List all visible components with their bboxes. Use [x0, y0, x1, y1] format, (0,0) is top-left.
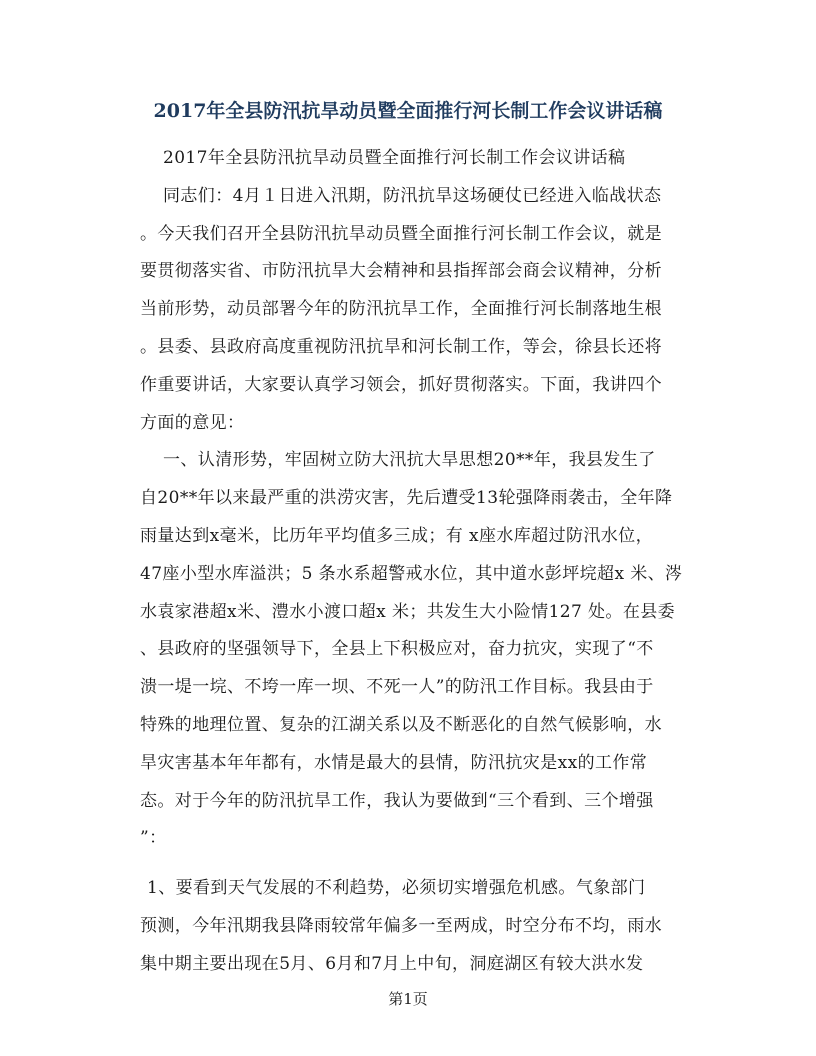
- paragraph-line: 作重要讲话，大家要认真学习领会，抓好贯彻落实。下面，我讲四个: [140, 374, 662, 395]
- subtitle-line: 2017年全县防汛抗旱动员暨全面推行河长制工作会议讲话稿: [163, 148, 626, 168]
- paragraph-line: 同志们：4月１日进入汛期，防汛抗旱这场硬仗已经进入临战状态: [163, 185, 662, 206]
- paragraph-line: 水袁家港超x米、澧水小渡口超x 米；共发生大小险情127 处。在县委: [140, 601, 676, 622]
- paragraph-line: 自20**年以来最严重的洪涝灾害，先后遭受13轮强降雨袭击，全年降: [140, 488, 673, 509]
- page-number: 第1页: [388, 990, 428, 1008]
- paragraph-line: 、县政府的坚强领导下，全县上下积极应对，奋力抗灾，实现了“不: [140, 639, 654, 660]
- paragraph-line: 1、要看到天气发展的不利趋势，必须切实增强危机感。气象部门: [147, 878, 646, 899]
- paragraph-line: 。县委、县政府高度重视防汛抗旱和河长制工作，等会，徐县长还将: [140, 336, 662, 357]
- paragraph-line: 要贯彻落实省、市防汛抗旱大会精神和县指挥部会商会议精神，分析: [140, 261, 662, 282]
- paragraph-line: 集中期主要出现在5月、6月和7月上中旬，洞庭湖区有较大洪水发: [140, 953, 644, 974]
- document-title: 2017年全县防汛抗旱动员暨全面推行河长制工作会议讲话稿: [153, 100, 663, 122]
- paragraph-line: 雨量达到x毫米，比历年平均值多三成；有 x座水库超过防汛水位，: [140, 525, 653, 546]
- paragraph-line: 。今天我们召开全县防汛抗旱动员暨全面推行河长制工作会议，就是: [140, 223, 662, 244]
- paragraph-line: 溃一堤一垸、不垮一库一坝、不死一人”的防汛工作目标。我县由于: [140, 677, 654, 698]
- paragraph-line: 预测，今年汛期我县降雨较常年偏多一至两成，时空分布不均，雨水: [140, 915, 662, 936]
- paragraph-line: 47座小型水库溢洪；5 条水系超警戒水位，其中道水彭坪垸超x 米、涔: [140, 563, 683, 584]
- paragraph-line: 特殊的地理位置、复杂的江湖关系以及不断恶化的自然气候影响，水: [140, 714, 662, 735]
- paragraph-line: 当前形势，动员部署今年的防汛抗旱工作，全面推行河长制落地生根: [140, 299, 662, 320]
- paragraph-line: ”：: [140, 828, 167, 849]
- document-body: [140, 140, 683, 984]
- paragraph-line: 方面的意见：: [140, 412, 245, 433]
- paragraph-line: 态。对于今年的防汛抗旱工作，我认为要做到“三个看到、三个增强: [140, 790, 654, 811]
- paragraph-line: 一、认清形势，牢固树立防大汛抗大旱思想20**年，我县发生了: [163, 450, 656, 471]
- paragraph-line: 旱灾害基本年年都有，水情是最大的县情，防汛抗灾是xx的工作常: [140, 752, 648, 773]
